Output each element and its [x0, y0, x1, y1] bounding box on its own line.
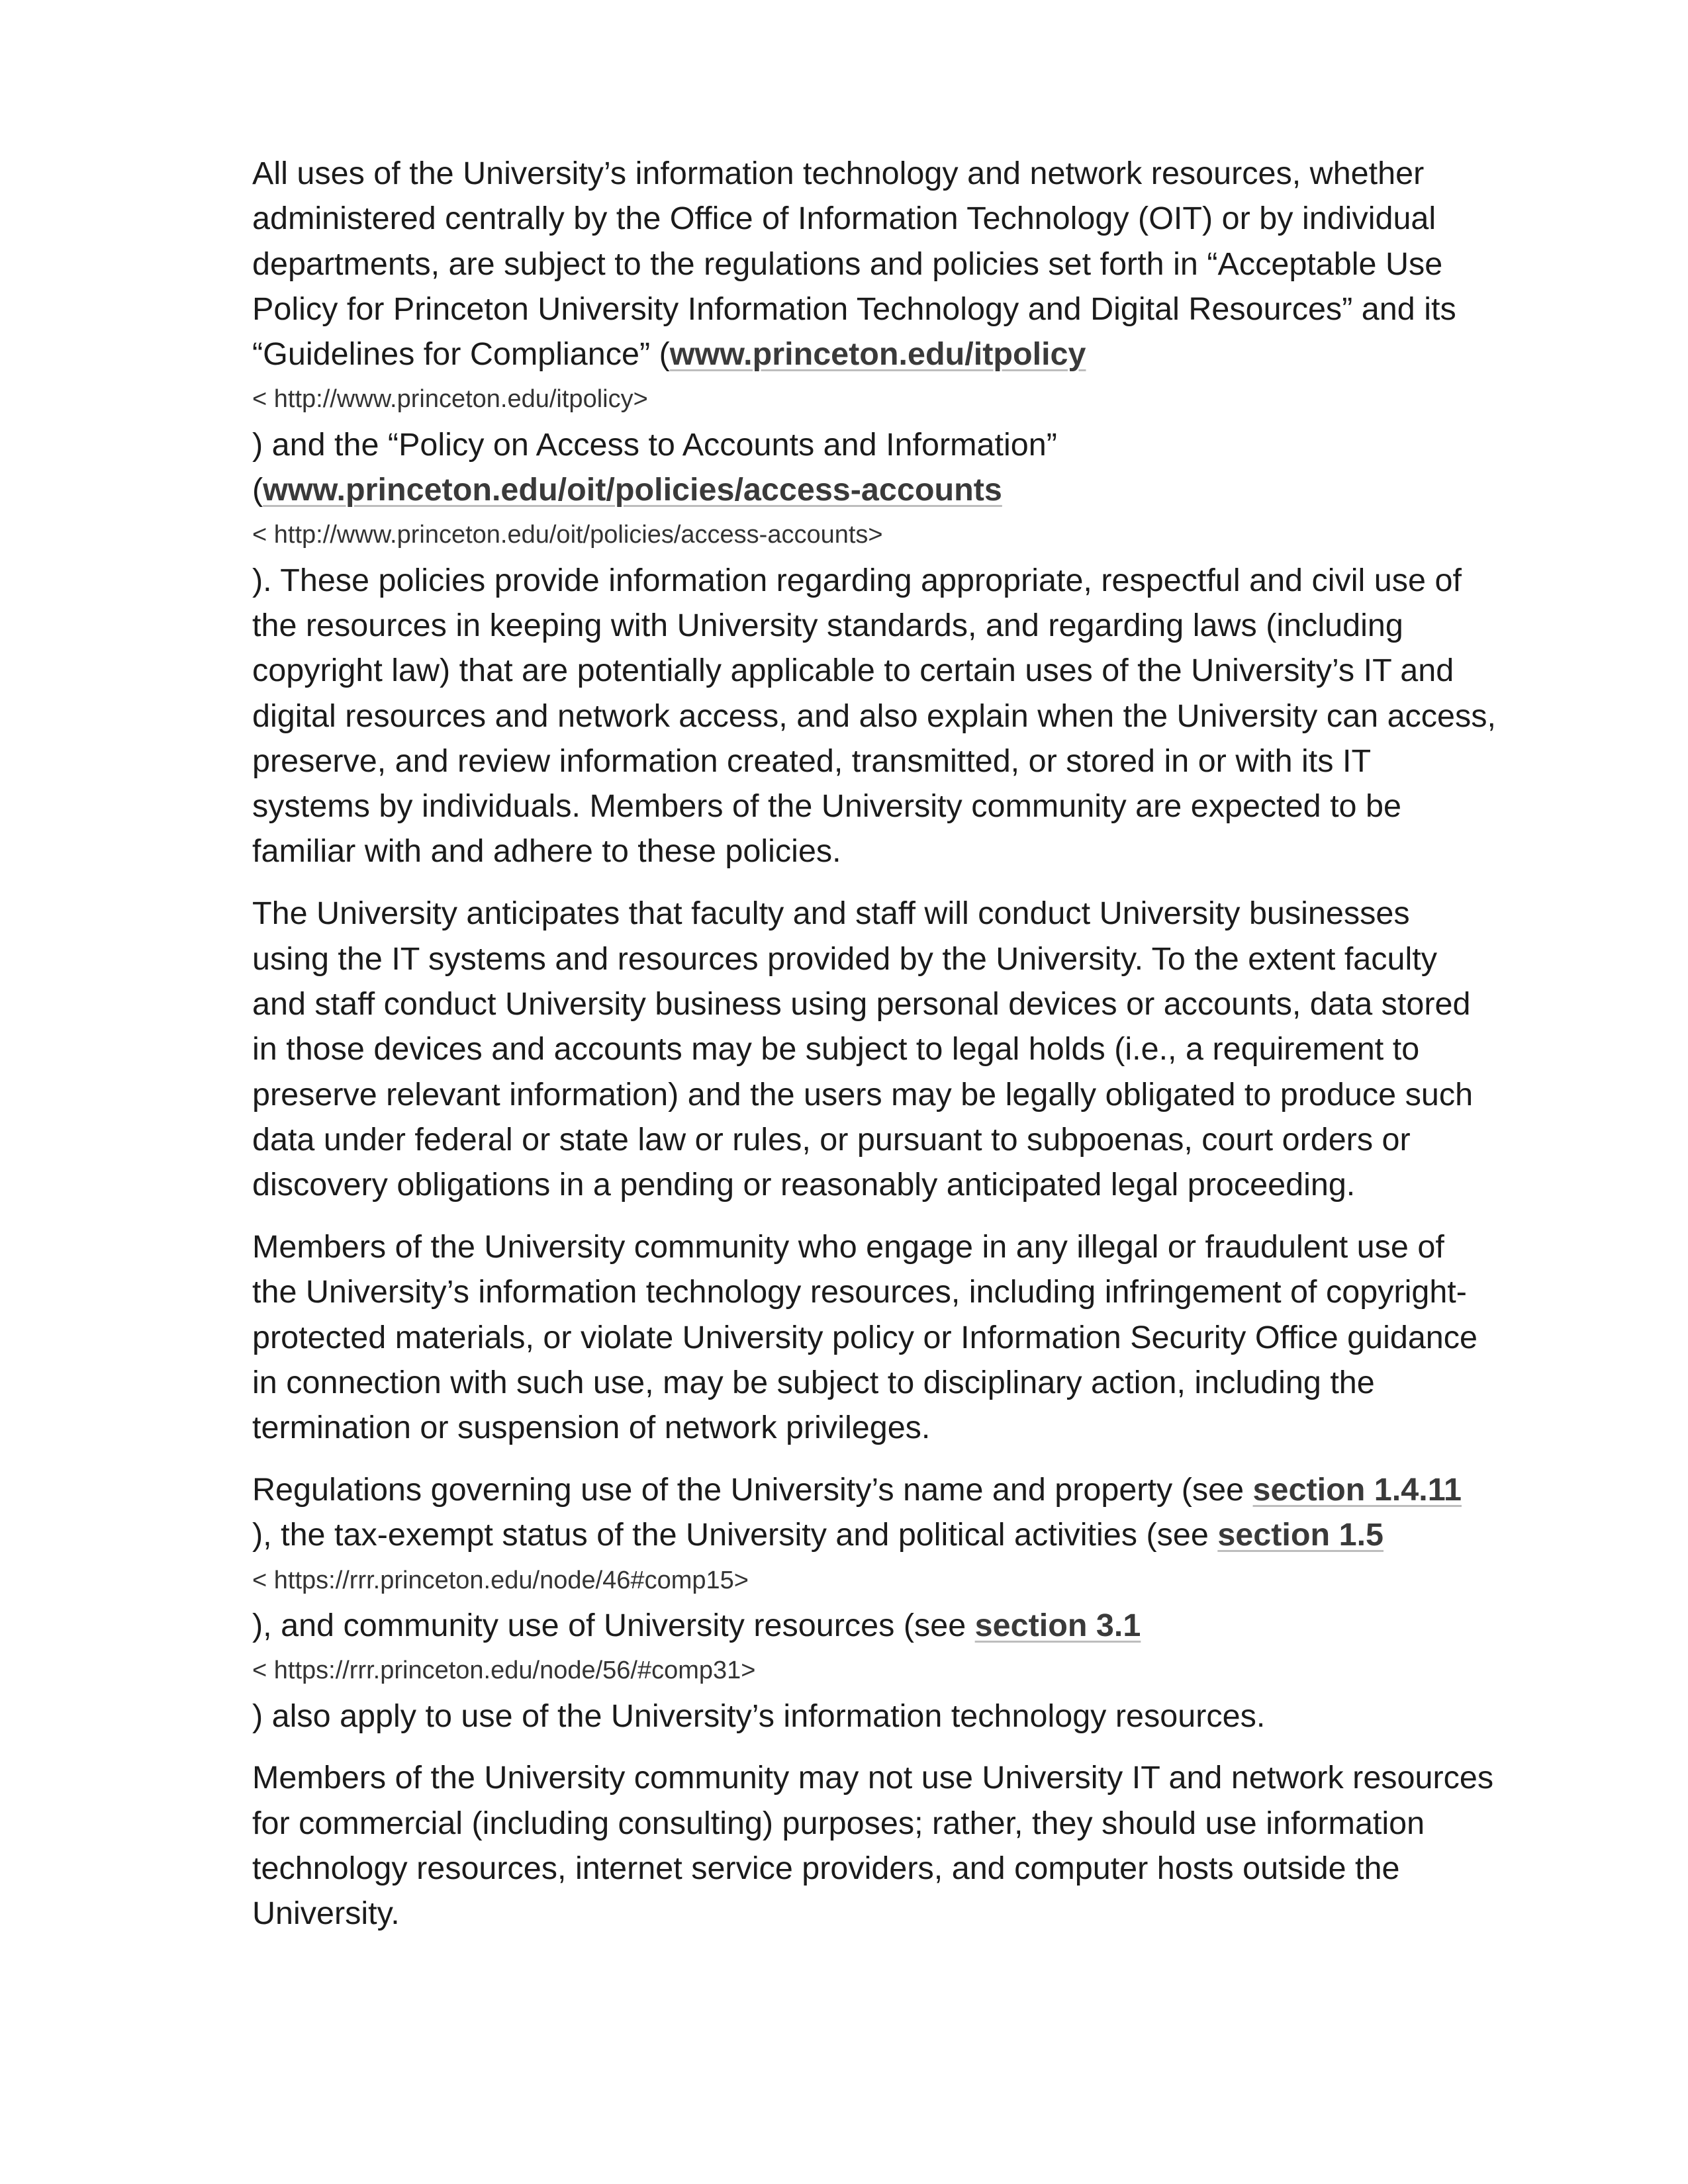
section-1-5-link[interactable]: section 1.5: [1217, 1517, 1384, 1553]
link-url: < https://rrr.princeton.edu/node/46#comp15>: [252, 1566, 749, 1594]
paragraph-gap: [252, 1207, 1536, 1224]
text-line: ). These policies provide information regarding appropriate, respectful and civil use of: [252, 562, 1462, 598]
text-line: the resources in keeping with University standards, and regarding laws (including: [252, 607, 1403, 643]
text-line: in connection with such use, may be subject to disciplinary action, including the: [252, 1364, 1375, 1400]
text-line: Members of the University community may not use University IT and network resources: [252, 1760, 1494, 1796]
text-line: familiar with and adhere to these policies.: [252, 833, 841, 870]
paragraph-commercial-use: [252, 1755, 1536, 1936]
access-accounts-link[interactable]: www.princeton.edu/oit/policies/access-accounts: [263, 472, 1002, 508]
text-line: Members of the University community who engage in any illegal or fraudulent use of: [252, 1229, 1444, 1265]
paragraph-regulations: [252, 1467, 1536, 1739]
text-line: using the IT systems and resources provided by the University. To the extent faculty: [252, 940, 1438, 977]
text-line: copyright law) that are potentially applicable to certain uses of the University’s IT and: [252, 653, 1454, 689]
text-line: for commercial (including consulting) purposes; rather, they should use information: [252, 1805, 1425, 1841]
text-line: [252, 467, 1536, 512]
text-line: protected materials, or violate University policy or Information Security Office guidance: [252, 1319, 1478, 1355]
text-line: technology resources, internet service providers, and computer hosts outside the: [252, 1850, 1400, 1887]
text-line: [252, 1467, 1536, 1512]
text-line: administered centrally by the Office of Information Technology (OIT) or by individual: [252, 201, 1436, 237]
text-line: and staff conduct University business using personal devices or accounts, data stored: [252, 985, 1471, 1022]
text-line: systems by individuals. Members of the University community are expected to be: [252, 788, 1401, 825]
paragraph-gap: [252, 874, 1536, 891]
text-line: Policy for Princeton University Information Technology and Digital Resources” and its: [252, 291, 1456, 327]
paragraph-university-business: [252, 891, 1536, 1207]
text-line: University.: [252, 1895, 400, 1932]
text-line: discovery obligations in a pending or reasonably anticipated legal proceeding.: [252, 1167, 1356, 1203]
itpolicy-link[interactable]: www.princeton.edu/itpolicy: [669, 336, 1086, 373]
link-url: < https://rrr.princeton.edu/node/56/#comp31>: [252, 1657, 756, 1685]
paragraph-illegal-use: [252, 1224, 1536, 1450]
text-fragment: ), the tax-exempt status of the University and political activities (see: [252, 1517, 1218, 1553]
text-line: preserve, and review information created, transmitted, or stored in or with its IT: [252, 743, 1372, 779]
text-line: [252, 1512, 1536, 1557]
text-line: data under federal or state law or rules, or pursuant to subpoenas, court orders or: [252, 1121, 1411, 1158]
text-line: the University’s information technology resources, including infringement of copyright-: [252, 1274, 1467, 1310]
text-line: ) and the “Policy on Access to Accounts and Information”: [252, 426, 1057, 463]
text-line: The University anticipates that faculty and staff will conduct University businesses: [252, 895, 1410, 932]
text-fragment: Regulations governing use of the University’s name and property (see: [252, 1472, 1253, 1508]
text-line: preserve relevant information) and the users may be legally obligated to produce such: [252, 1076, 1474, 1113]
text-line: digital resources and network access, and also explain when the University can access,: [252, 698, 1496, 734]
text-line: All uses of the University’s information technology and network resources, whether: [252, 156, 1425, 191]
text-fragment: “Guidelines for Compliance” (: [252, 336, 670, 373]
paragraph-it-policies: [252, 151, 1536, 874]
text-line: [252, 332, 1536, 377]
paragraph-gap: [252, 1739, 1536, 1756]
section-1-4-11-link[interactable]: section 1.4.11: [1252, 1472, 1462, 1508]
text-fragment: (: [252, 472, 263, 508]
text-line: ) also apply to use of the University’s information technology resources.: [252, 1698, 1266, 1734]
text-line: termination or suspension of network privileges.: [252, 1410, 931, 1446]
paragraph-gap: [252, 1451, 1536, 1468]
link-url: < http://www.princeton.edu/oit/policies/access-accounts>: [252, 521, 883, 549]
link-url: < http://www.princeton.edu/itpolicy>: [252, 385, 648, 414]
text-line: departments, are subject to the regulations and policies set forth in “Acceptable Use: [252, 246, 1443, 282]
section-3-1-link[interactable]: section 3.1: [974, 1607, 1141, 1643]
policy-document: [252, 151, 1536, 1936]
text-line: in those devices and accounts may be subject to legal holds (i.e., a requirement to: [252, 1031, 1420, 1068]
text-fragment: ), and community use of University resources (see: [252, 1607, 975, 1643]
text-line: [252, 1603, 1536, 1648]
